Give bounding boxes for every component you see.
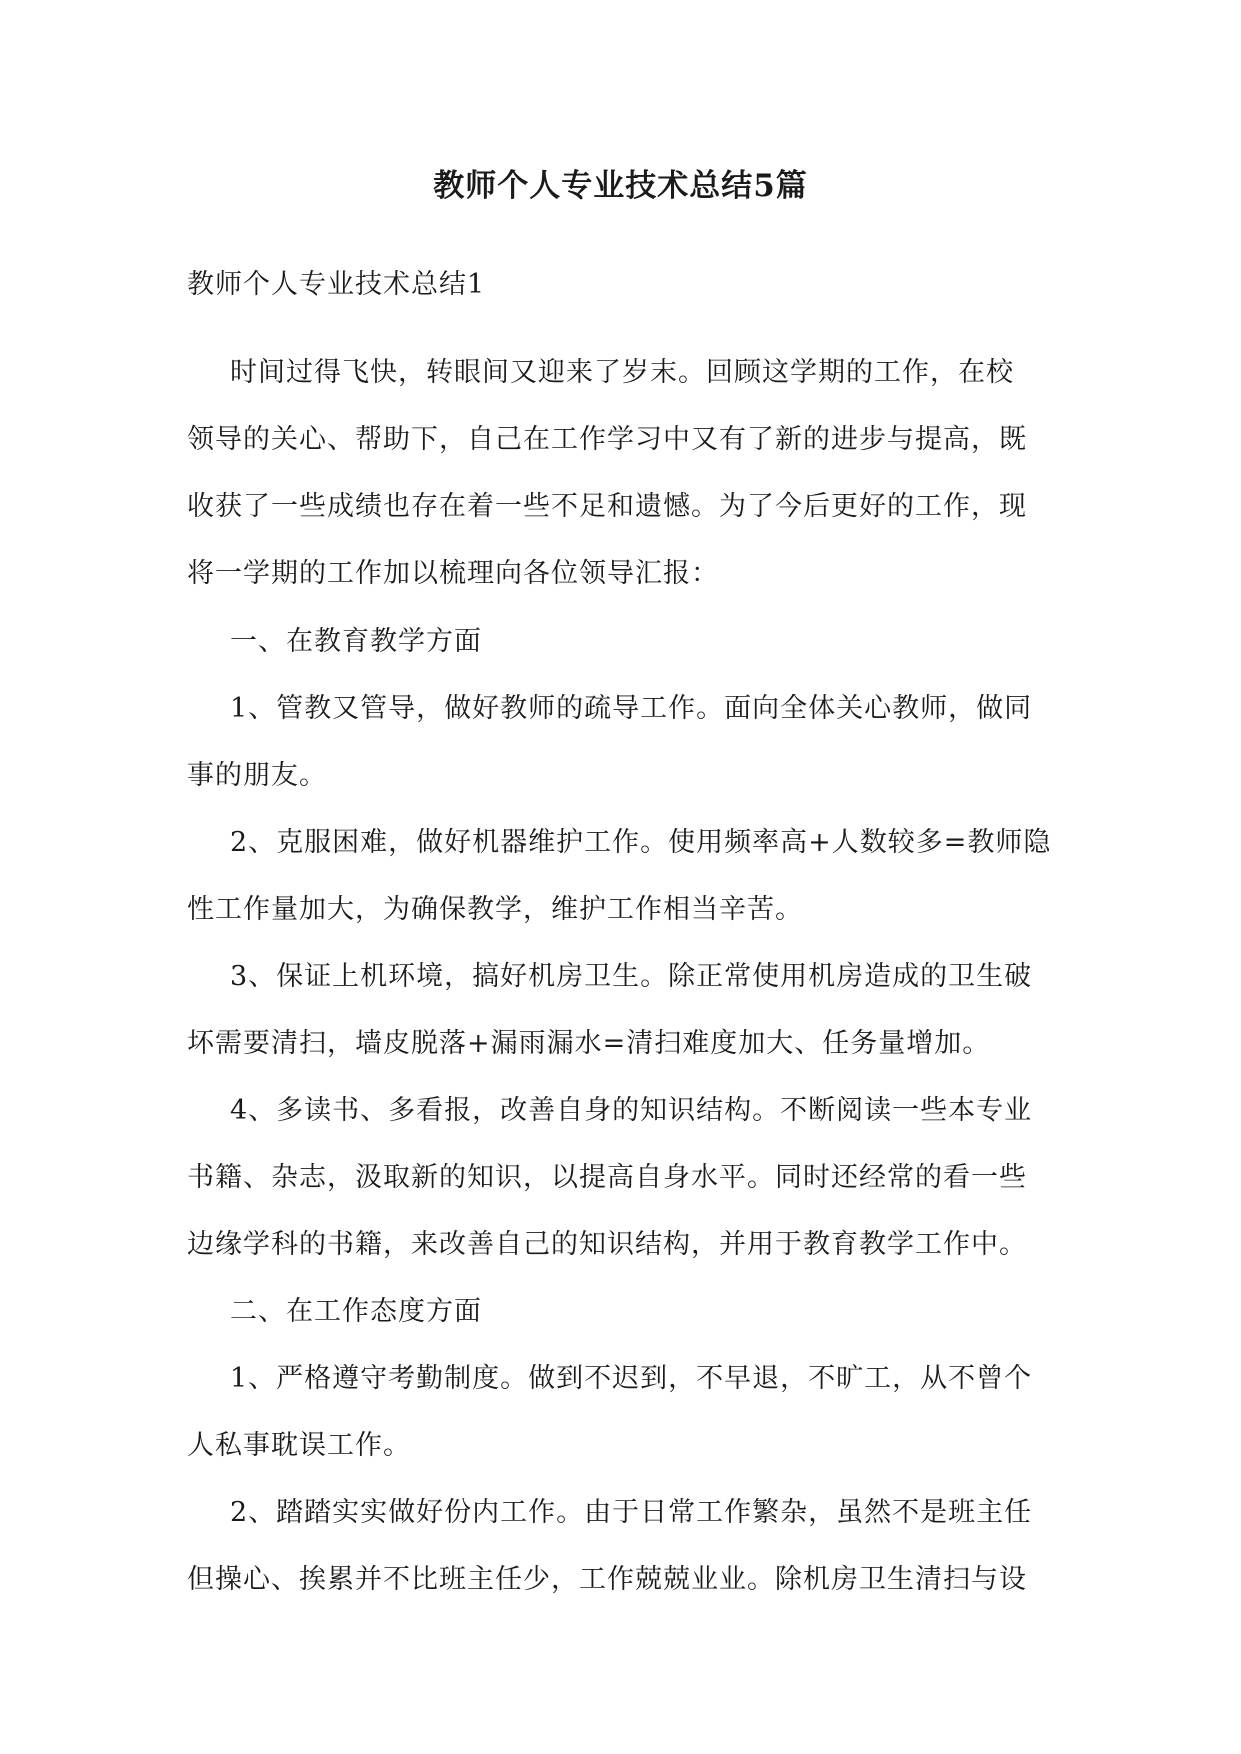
text-line: 书籍、杂志，汲取新的知识，以提高自身水平。同时还经常的看一些 [187, 1162, 1027, 1193]
text-line: 但操心、挨累并不比班主任少，工作兢兢业业。除机房卫生清扫与设 [187, 1564, 1027, 1595]
section-heading: 一、在教育教学方面 [230, 626, 482, 657]
text-line: 边缘学科的书籍，来改善自己的知识结构，并用于教育教学工作中。 [187, 1229, 1027, 1260]
section-heading: 二、在工作态度方面 [230, 1296, 482, 1327]
text-line: 4、多读书、多看报，改善自身的知识结构。不断阅读一些本专业 [230, 1095, 1033, 1126]
document-title: 教师个人专业技术总结5篇 [433, 168, 808, 204]
text-line: 将一学期的工作加以梳理向各位领导汇报： [187, 558, 719, 589]
text-line: 时间过得飞快，转眼间又迎来了岁末。回顾这学期的工作，在校 [230, 357, 1014, 388]
text-line: 人私事耽误工作。 [187, 1430, 411, 1461]
text-line: 坏需要清扫，墙皮脱落+漏雨漏水=清扫难度加大、任务量增加。 [187, 1028, 991, 1059]
text-line: 2、踏踏实实做好份内工作。由于日常工作繁杂，虽然不是班主任 [230, 1497, 1033, 1528]
text-line: 事的朋友。 [187, 760, 327, 791]
text-line: 收获了一些成绩也存在着一些不足和遗憾。为了今后更好的工作，现 [187, 491, 1027, 522]
text-line: 1、严格遵守考勤制度。做到不迟到，不早退，不旷工，从不曾个 [230, 1363, 1033, 1394]
text-line: 领导的关心、帮助下，自己在工作学习中又有了新的进步与提高，既 [187, 424, 1027, 455]
text-line: 2、克服困难，做好机器维护工作。使用频率高+人数较多=教师隐 [230, 827, 1052, 858]
text-line: 1、管教又管导，做好教师的疏导工作。面向全体关心教师，做同 [230, 693, 1033, 724]
text-line: 性工作量加大，为确保教学，维护工作相当辛苦。 [187, 894, 803, 925]
section-heading: 教师个人专业技术总结1 [187, 269, 486, 300]
text-line: 3、保证上机环境，搞好机房卫生。除正常使用机房造成的卫生破 [230, 961, 1033, 992]
